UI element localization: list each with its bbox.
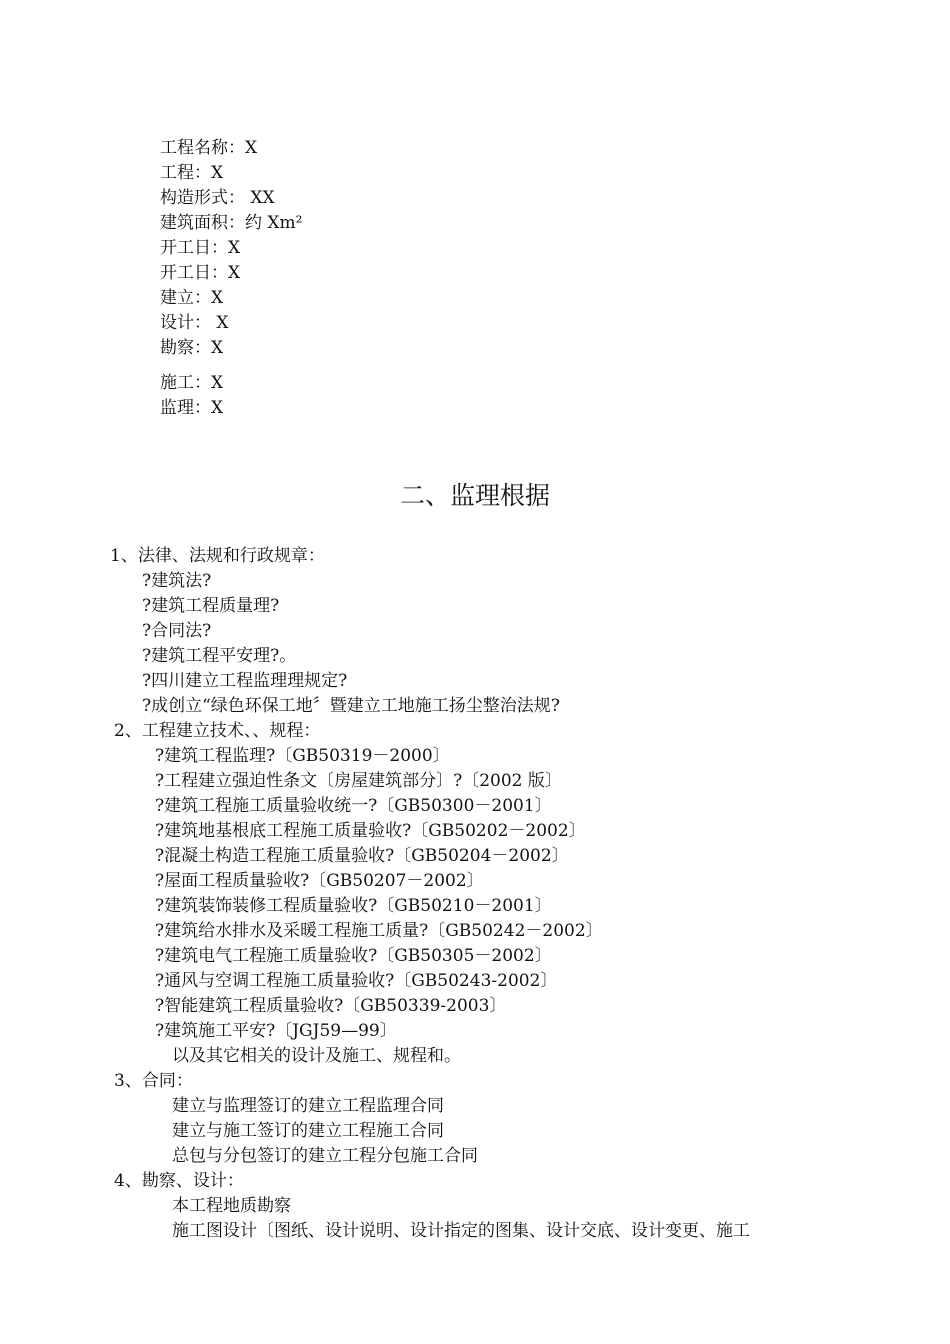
- s3-item: 总包与分包签订的建立工程分包施工合同: [172, 1146, 478, 1166]
- s2-item: ?建筑工程监理?〔GB50319－2000〕: [155, 746, 450, 766]
- info-construction: 施工：X: [160, 373, 224, 393]
- s4-item: 本工程地质勘察: [172, 1196, 291, 1216]
- s2-item: ?通风与空调工程施工质量验收?〔GB50243-2002〕: [155, 971, 558, 991]
- s2-item: ?建筑施工平安?〔JGJ59—99〕: [155, 1021, 397, 1041]
- s1-item: ?建筑工程质量理?: [142, 596, 280, 616]
- s2-note: 以及其它相关的设计及施工、规程和。: [172, 1046, 461, 1066]
- info-building-area: 建筑面积：约 Xm²: [160, 213, 303, 233]
- s2-item: ?建筑工程施工质量验收统一?〔GB50300－2001〕: [155, 796, 552, 816]
- s2-item: ?建筑装饰装修工程质量验收?〔GB50210－2001〕: [155, 896, 552, 916]
- s2-item: ?工程建立强迫性条文〔房屋建筑部分〕?〔2002 版〕: [155, 771, 562, 791]
- s1-item: ?建筑工程平安理?。: [142, 646, 297, 666]
- info-supervision: 监理：X: [160, 398, 224, 418]
- section-title: 二、监理根据: [399, 481, 550, 510]
- s4-item: 施工图设计〔图纸、设计说明、设计指定的图集、设计交底、设计变更、施工: [172, 1221, 750, 1241]
- s2-title: 2、工程建立技术、、规程：: [114, 721, 321, 741]
- s2-item: ?建筑地基根底工程施工质量验收?〔GB50202－2002〕: [155, 821, 586, 841]
- s1-title: 1、法律、法规和行政规章：: [110, 546, 325, 566]
- s4-title: 4、勘察、设计：: [114, 1171, 244, 1191]
- info-owner: 建立：X: [160, 288, 224, 308]
- s2-item: ?建筑给水排水及采暖工程施工质量?〔GB50242－2002〕: [155, 921, 603, 941]
- s2-item: ?屋面工程质量验收?〔GB50207－2002〕: [155, 871, 484, 891]
- s2-item: ?建筑电气工程施工质量验收?〔GB50305－2002〕: [155, 946, 552, 966]
- info-project: 工程：X: [160, 163, 224, 183]
- s3-item: 建立与监理签订的建立工程监理合同: [172, 1096, 444, 1116]
- s3-title: 3、合同：: [114, 1071, 193, 1091]
- s2-item: ?混凝土构造工程施工质量验收?〔GB50204－2002〕: [155, 846, 569, 866]
- s1-item: ?四川建立工程监理理规定?: [142, 671, 348, 691]
- info-structure-type: 构造形式： XX: [160, 188, 275, 208]
- info-start-date: 开工日：X: [160, 238, 241, 258]
- info-design: 设计： X: [160, 313, 229, 333]
- s2-item: ?智能建筑工程质量验收?〔GB50339-2003〕: [155, 996, 507, 1016]
- s3-item: 建立与施工签订的建立工程施工合同: [172, 1121, 444, 1141]
- s1-item: ?建筑法?: [142, 571, 212, 591]
- info-survey: 勘察：X: [160, 338, 224, 358]
- s1-item: ?合同法?: [142, 621, 212, 641]
- s1-item: ?成创立“绿色环保工地〞暨建立工地施工扬尘整治法规?: [142, 696, 560, 716]
- info-project-name: 工程名称：X: [160, 138, 258, 158]
- info-start-date-2: 开工日：X: [160, 263, 241, 283]
